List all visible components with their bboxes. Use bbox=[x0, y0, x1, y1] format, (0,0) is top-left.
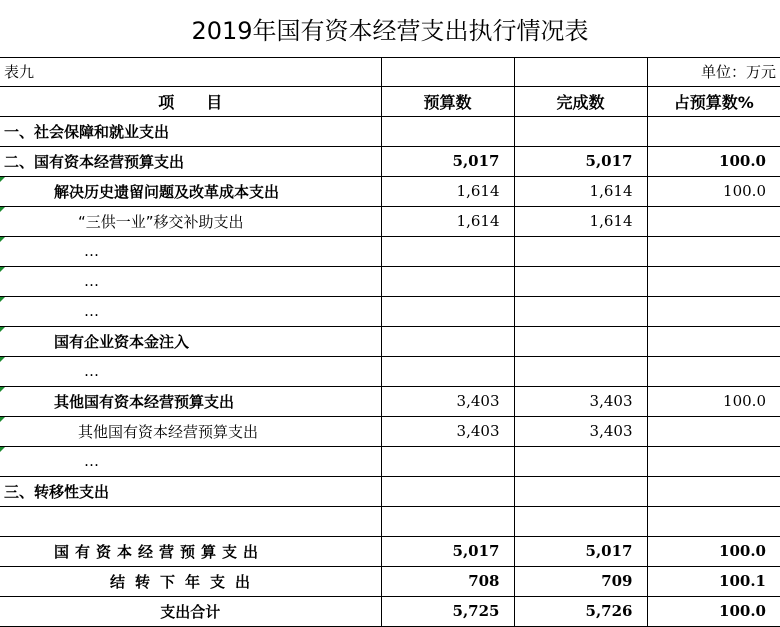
row-percent bbox=[647, 236, 780, 266]
row-percent: 100.0 bbox=[647, 386, 780, 416]
row-actual: 3,403 bbox=[514, 386, 647, 416]
table-row bbox=[0, 506, 780, 536]
row-item: 国有资本经营预算支出 bbox=[0, 536, 381, 566]
row-percent: 100.0 bbox=[647, 536, 780, 566]
row-budget: 708 bbox=[381, 566, 514, 596]
table-row bbox=[0, 326, 780, 356]
row-actual bbox=[514, 326, 647, 356]
row-percent: 100.0 bbox=[647, 146, 780, 176]
row-budget bbox=[381, 266, 514, 296]
row-budget: 5,725 bbox=[381, 596, 514, 626]
row-percent bbox=[647, 266, 780, 296]
row-item: 解决历史遗留问题及改革成本支出 bbox=[0, 176, 381, 206]
row-actual bbox=[514, 446, 647, 476]
row-actual bbox=[514, 266, 647, 296]
table-row bbox=[0, 266, 780, 296]
row-actual bbox=[514, 236, 647, 266]
row-budget: 5,017 bbox=[381, 146, 514, 176]
table-row bbox=[0, 386, 780, 416]
row-percent bbox=[647, 356, 780, 386]
row-budget bbox=[381, 506, 514, 536]
row-actual: 5,017 bbox=[514, 536, 647, 566]
row-item: 支出合计 bbox=[0, 596, 381, 626]
row-item: … bbox=[0, 356, 381, 386]
table-row bbox=[0, 566, 780, 596]
total-row bbox=[0, 596, 780, 626]
row-percent bbox=[647, 506, 780, 536]
row-budget: 3,403 bbox=[381, 416, 514, 446]
row-actual: 709 bbox=[514, 566, 647, 596]
row-item: … bbox=[0, 266, 381, 296]
row-actual: 3,403 bbox=[514, 416, 647, 446]
row-item: … bbox=[0, 296, 381, 326]
table-row bbox=[0, 476, 780, 506]
row-percent bbox=[647, 446, 780, 476]
header-row bbox=[0, 86, 780, 116]
row-item: 其他国有资本经营预算支出 bbox=[0, 386, 381, 416]
table-row bbox=[0, 146, 780, 176]
meta-empty-cell bbox=[514, 58, 647, 86]
table-row bbox=[0, 536, 780, 566]
row-percent bbox=[647, 476, 780, 506]
row-budget: 1,614 bbox=[381, 176, 514, 206]
expenditure-table bbox=[0, 58, 780, 627]
row-item: 三、转移性支出 bbox=[0, 476, 381, 506]
row-budget: 5,017 bbox=[381, 536, 514, 566]
row-actual bbox=[514, 476, 647, 506]
row-actual: 1,614 bbox=[514, 206, 647, 236]
unit-label: 单位：万元 bbox=[647, 58, 780, 86]
header-item: 项 目 bbox=[0, 86, 381, 116]
row-item: … bbox=[0, 236, 381, 266]
row-actual bbox=[514, 356, 647, 386]
row-percent bbox=[647, 206, 780, 236]
row-actual bbox=[514, 296, 647, 326]
table-row bbox=[0, 206, 780, 236]
row-budget bbox=[381, 446, 514, 476]
row-percent bbox=[647, 326, 780, 356]
row-item: 其他国有资本经营预算支出 bbox=[0, 416, 381, 446]
row-budget bbox=[381, 116, 514, 146]
row-actual bbox=[514, 506, 647, 536]
row-item: 结转下年支出 bbox=[0, 566, 381, 596]
header-budget: 预算数 bbox=[381, 86, 514, 116]
table-label: 表九 bbox=[0, 58, 381, 86]
row-actual bbox=[514, 116, 647, 146]
row-budget: 3,403 bbox=[381, 386, 514, 416]
row-budget bbox=[381, 326, 514, 356]
row-actual: 1,614 bbox=[514, 176, 647, 206]
header-percent: 占预算数% bbox=[647, 86, 780, 116]
row-item: 二、国有资本经营预算支出 bbox=[0, 146, 381, 176]
table-row bbox=[0, 356, 780, 386]
row-item: “三供一业”移交补助支出 bbox=[0, 206, 381, 236]
row-item: 国有企业资本金注入 bbox=[0, 326, 381, 356]
row-actual: 5,726 bbox=[514, 596, 647, 626]
header-actual: 完成数 bbox=[514, 86, 647, 116]
row-budget: 1,614 bbox=[381, 206, 514, 236]
table-row bbox=[0, 446, 780, 476]
row-budget bbox=[381, 236, 514, 266]
table-row bbox=[0, 236, 780, 266]
row-item bbox=[0, 506, 381, 536]
table-row bbox=[0, 116, 780, 146]
table-row bbox=[0, 296, 780, 326]
row-budget bbox=[381, 296, 514, 326]
meta-row bbox=[0, 58, 780, 86]
row-actual: 5,017 bbox=[514, 146, 647, 176]
row-item: 一、社会保障和就业支出 bbox=[0, 116, 381, 146]
table-row bbox=[0, 416, 780, 446]
table-title: 2019年国有资本经营支出执行情况表 bbox=[0, 0, 780, 58]
row-percent: 100.0 bbox=[647, 176, 780, 206]
row-percent: 100.0 bbox=[647, 596, 780, 626]
row-percent bbox=[647, 116, 780, 146]
row-item: … bbox=[0, 446, 381, 476]
row-percent bbox=[647, 296, 780, 326]
row-percent: 100.1 bbox=[647, 566, 780, 596]
row-budget bbox=[381, 476, 514, 506]
row-percent bbox=[647, 416, 780, 446]
table-row bbox=[0, 176, 780, 206]
row-budget bbox=[381, 356, 514, 386]
meta-empty-cell bbox=[381, 58, 514, 86]
